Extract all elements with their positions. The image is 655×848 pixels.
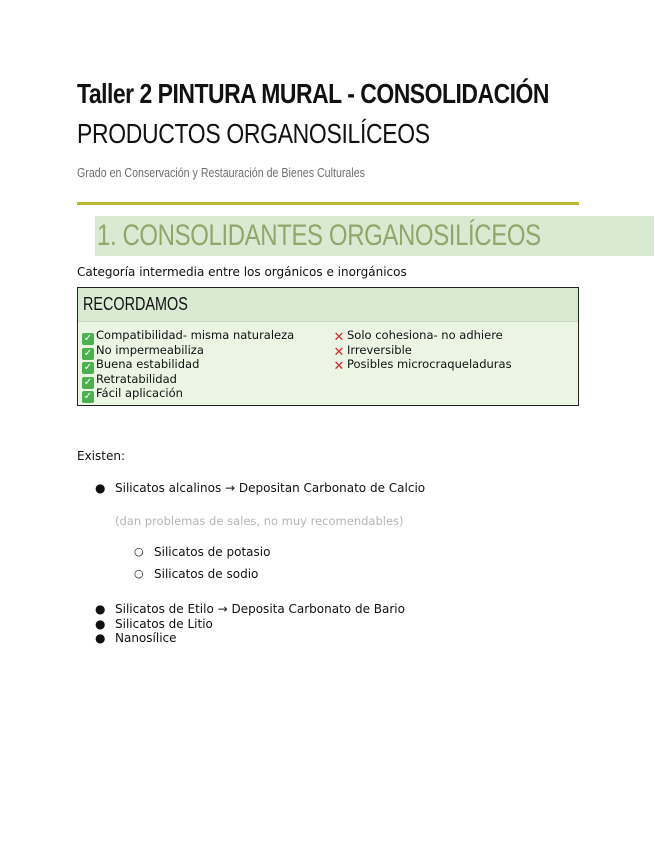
recordamos-title: RECORDAMOS — [83, 294, 188, 314]
section-intro: Categoría intermedia entre los orgánicos e inorgánicos — [77, 265, 407, 279]
cross-mark-icon: ✕ — [333, 330, 345, 345]
recordamos-header — [78, 288, 578, 322]
list-item: ● Silicatos de Litio — [95, 617, 213, 631]
bullet-icon: ● — [95, 631, 106, 645]
list-item-note: (dan problemas de sales, no muy recomendables) — [115, 514, 404, 528]
pro-item: ✓ Retratabilidad — [83, 371, 177, 388]
bullet-icon: ● — [95, 481, 106, 495]
cons-list — [333, 328, 512, 375]
page-title: Taller 2 PINTURA MURAL - CONSOLIDACIÓN — [77, 78, 549, 109]
header-divider — [77, 202, 579, 205]
check-mark-icon: ✓ — [83, 362, 93, 374]
list-item: ● Nanosílice — [95, 631, 177, 645]
degree-caption: Grado en Conservación y Restauración de Bienes Culturales — [77, 165, 365, 180]
pro-item: ✓ Fácil aplicación — [83, 386, 183, 403]
recordamos-box — [77, 287, 579, 406]
pro-item: ✓ Buena estabilidad — [83, 357, 200, 374]
list-item: ● Silicatos de Etilo → Deposita Carbonato de Bario — [95, 602, 405, 616]
sub-list-item: ○ Silicatos de potasio — [134, 545, 271, 559]
list-item: ● Silicatos alcalinos → Depositan Carbonato de Calcio — [95, 481, 426, 495]
con-item: ✕ Solo cohesiona- no adhiere — [333, 328, 503, 345]
bullet-icon: ● — [95, 617, 106, 631]
pro-item: ✓ No impermeabiliza — [83, 342, 204, 359]
sub-list-item: ○ Silicatos de sodio — [134, 567, 259, 581]
check-mark-icon: ✓ — [83, 347, 93, 359]
con-item: ✕ Posibles microcraqueladuras — [333, 357, 512, 375]
cross-mark-icon: ✕ — [333, 359, 345, 375]
con-item: ✕ Irreversible — [333, 342, 412, 360]
list-label: Existen: — [77, 449, 126, 463]
page-subtitle: PRODUCTOS ORGANOSILÍCEOS — [77, 118, 430, 149]
cross-mark-icon: ✕ — [333, 344, 345, 360]
check-mark-icon: ✓ — [83, 376, 93, 388]
section-heading — [95, 216, 654, 256]
check-mark-icon: ✓ — [83, 391, 93, 403]
pros-list — [82, 328, 294, 401]
check-mark-icon: ✓ — [83, 333, 93, 344]
bullet-icon: ● — [95, 602, 106, 616]
pro-item: ✓ Compatibilidad- misma naturaleza — [83, 328, 295, 344]
circle-bullet-icon: ○ — [134, 545, 144, 558]
section-heading-text: 1. CONSOLIDANTES ORGANOSILÍCEOS — [97, 219, 541, 252]
circle-bullet-icon: ○ — [134, 567, 144, 580]
